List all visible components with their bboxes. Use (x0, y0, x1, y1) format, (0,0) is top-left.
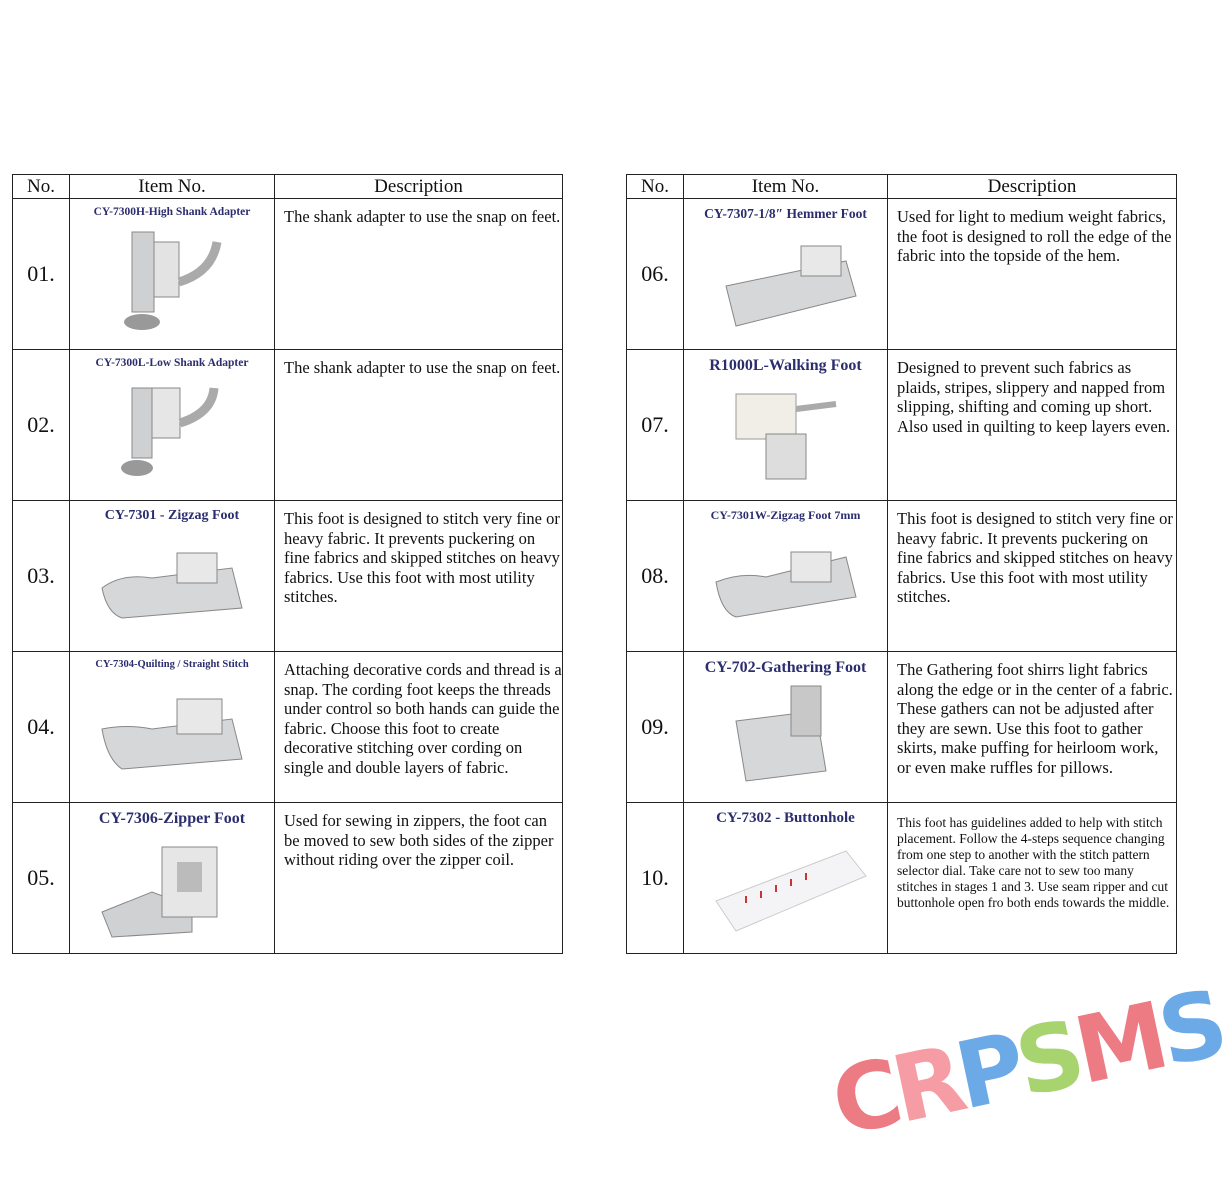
description-text: The shank adapter to use the snap on feet. (284, 358, 561, 377)
description-cell (275, 501, 563, 652)
description-cell (888, 652, 1177, 803)
row-number: 09. (627, 652, 684, 803)
item-number: CY-7300H-High Shank Adapter (93, 206, 251, 218)
item-cell (684, 501, 888, 652)
description-text: This foot has guidelines added to help with stitch placement. Follow the 4-steps sequence changing from one step to another with the stitch pattern selector dial. Take care not to sew too many stitches in stages 1 and 3. Use seam ripper and cut buttonhole open fro both ends towards the middle. (897, 815, 1170, 910)
header-item: Item No. (684, 175, 888, 199)
row-number: 05. (13, 803, 70, 954)
presser-foot-image (706, 226, 866, 336)
item-cell (70, 501, 275, 652)
item-cell (70, 803, 275, 954)
presser-foot-image (706, 831, 866, 941)
description-text: This foot is designed to stitch very fine or heavy fabric. It prevents puckering on fine fabrics and skipped stitches on heavy fabrics. Use this foot with most utility stitches. (284, 509, 560, 606)
row-number: 06. (627, 199, 684, 350)
row-number: 04. (13, 652, 70, 803)
presser-foot-image (92, 528, 252, 638)
header-no: No. (627, 175, 684, 199)
table-row (627, 501, 1177, 652)
description-text: Attaching decorative cords and thread is a snap. The cording foot keeps the threads under control so both hands can guide the fabric. Choose this foot to create decorative stitching over cording on single and double layers of fabric. (284, 660, 562, 777)
watermark-letter: P (946, 1013, 1030, 1131)
description-text: Designed to prevent such fabrics as plaids, stripes, slippery and napped from slipping, shifting and coming up short. Also used in quilting to keep layers even. (897, 358, 1171, 436)
row-number: 01. (13, 199, 70, 350)
description-cell (275, 652, 563, 803)
presser-foot-image (92, 674, 252, 784)
description-cell (888, 803, 1177, 954)
presser-foot-image (92, 373, 252, 483)
item-cell (684, 199, 888, 350)
description-cell (888, 350, 1177, 501)
item-cell (684, 803, 888, 954)
item-number: CY-7304-Quilting / Straight Stitch (95, 659, 249, 670)
header-no: No. (13, 175, 70, 199)
table-row (13, 803, 563, 954)
description-text: Used for light to medium weight fabrics, the foot is designed to roll the edge of the fabric into the topside of the hem. (897, 207, 1172, 265)
table-row (627, 652, 1177, 803)
row-number: 08. (627, 501, 684, 652)
presser-feet-table-right (626, 174, 1177, 954)
item-cell (70, 652, 275, 803)
crpsms-watermark-logo (823, 970, 1231, 1157)
table-row (627, 350, 1177, 501)
description-text: Used for sewing in zippers, the foot can be moved to sew both sides of the zipper without riding over the zipper coil. (284, 811, 554, 869)
watermark-letter: R (883, 1025, 970, 1144)
table-row (627, 803, 1177, 954)
table-row (13, 350, 563, 501)
table-row (627, 199, 1177, 350)
presser-feet-table-left (12, 174, 563, 954)
item-number: CY-7306-Zipper Foot (98, 810, 246, 827)
presser-foot-image (92, 222, 252, 332)
item-cell (684, 652, 888, 803)
table-row (13, 501, 563, 652)
description-text: The shank adapter to use the snap on feet. (284, 207, 561, 226)
item-number: CY-7300L-Low Shank Adapter (95, 357, 249, 369)
description-text: This foot is designed to stitch very fine or heavy fabric. It prevents puckering on fine fabrics and skipped stitches on heavy fabrics. Use this foot with most utility stitches. (897, 509, 1173, 606)
item-number: R1000L-Walking Foot (709, 357, 862, 374)
item-number: CY-7301 - Zigzag Foot (104, 508, 240, 523)
description-cell (275, 199, 563, 350)
item-cell (70, 199, 275, 350)
watermark-letter: S (1149, 970, 1231, 1088)
item-cell (70, 350, 275, 501)
description-cell (888, 501, 1177, 652)
table-row (13, 199, 563, 350)
watermark-letter: C (823, 1039, 906, 1157)
item-number: CY-7302 - Buttonhole (716, 810, 855, 826)
row-number: 02. (13, 350, 70, 501)
item-number: CY-7307-1/8″ Hemmer Foot (704, 206, 867, 221)
presser-foot-image (92, 832, 252, 942)
presser-foot-image (706, 681, 866, 791)
row-number: 07. (627, 350, 684, 501)
row-number: 10. (627, 803, 684, 954)
item-number: CY-702-Gathering Foot (704, 659, 867, 676)
row-number: 03. (13, 501, 70, 652)
item-number: CY-7301W-Zigzag Foot 7mm (710, 508, 861, 522)
description-cell (275, 350, 563, 501)
description-text: The Gathering foot shirrs light fabrics along the edge or in the center of a fabric. These gathers can not be adjusted after they are sewn. Use this foot to gather skirts, make puffing for heirloom work, or even make ruffles for pillows. (897, 660, 1173, 777)
header-description: Description (275, 175, 563, 199)
description-cell (888, 199, 1177, 350)
presser-foot-image (706, 527, 866, 637)
description-cell (275, 803, 563, 954)
header-description: Description (888, 175, 1177, 199)
header-item: Item No. (70, 175, 275, 199)
watermark-letter: S (1006, 1000, 1089, 1118)
item-cell (684, 350, 888, 501)
presser-foot-image (706, 379, 866, 489)
table-row (13, 652, 563, 803)
watermark-letter: M (1065, 982, 1172, 1106)
